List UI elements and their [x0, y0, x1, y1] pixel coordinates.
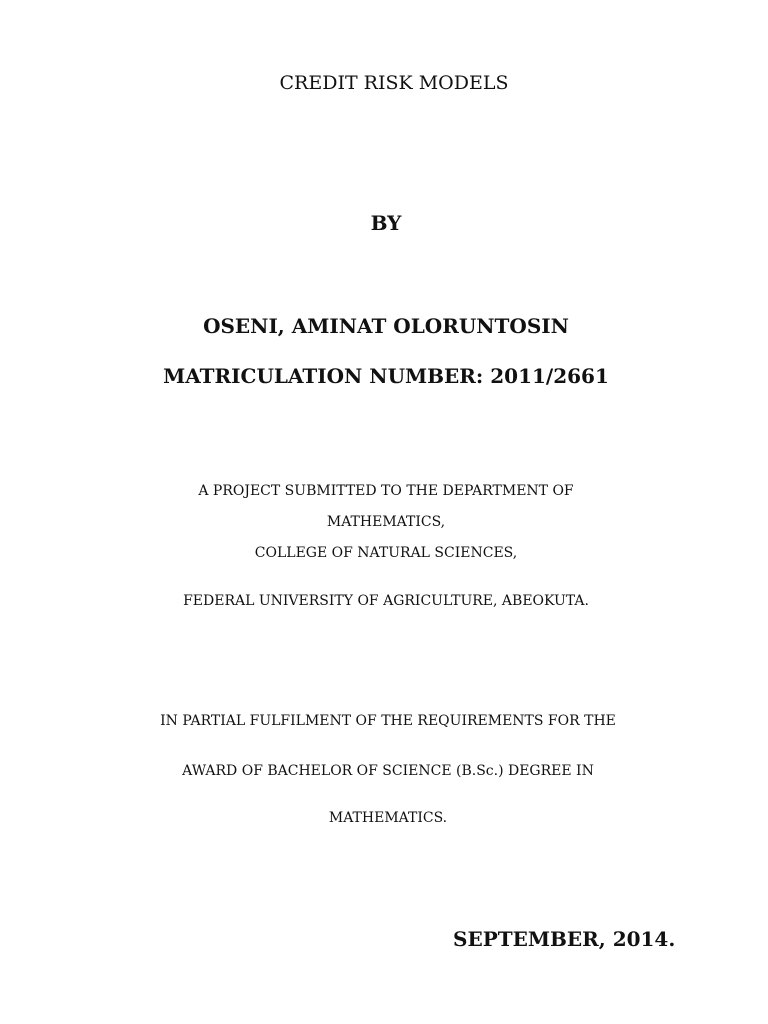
submission-line: COLLEGE OF NATURAL SCIENCES,: [254, 545, 518, 561]
fulfilment-line: MATHEMATICS.: [328, 810, 448, 826]
fulfilment-line: AWARD OF BACHELOR OF SCIENCE (B.Sc.) DEGREE IN: [182, 763, 594, 779]
matriculation-number: MATRICULATION NUMBER: 2011/2661: [163, 364, 609, 388]
author-name: OSENI, AMINAT OLORUNTOSIN: [203, 314, 569, 338]
submission-date: SEPTEMBER, 2014.: [453, 927, 676, 951]
submission-line: A PROJECT SUBMITTED TO THE DEPARTMENT OF: [198, 483, 574, 499]
submission-line: MATHEMATICS,: [326, 514, 446, 530]
fulfilment-line: IN PARTIAL FULFILMENT OF THE REQUIREMENTS FOR THE: [160, 713, 616, 729]
document-title: CREDIT RISK MODELS: [279, 72, 509, 94]
submission-line: FEDERAL UNIVERSITY OF AGRICULTURE, ABEOKUTA.: [183, 593, 589, 609]
by-label: BY: [370, 211, 402, 235]
